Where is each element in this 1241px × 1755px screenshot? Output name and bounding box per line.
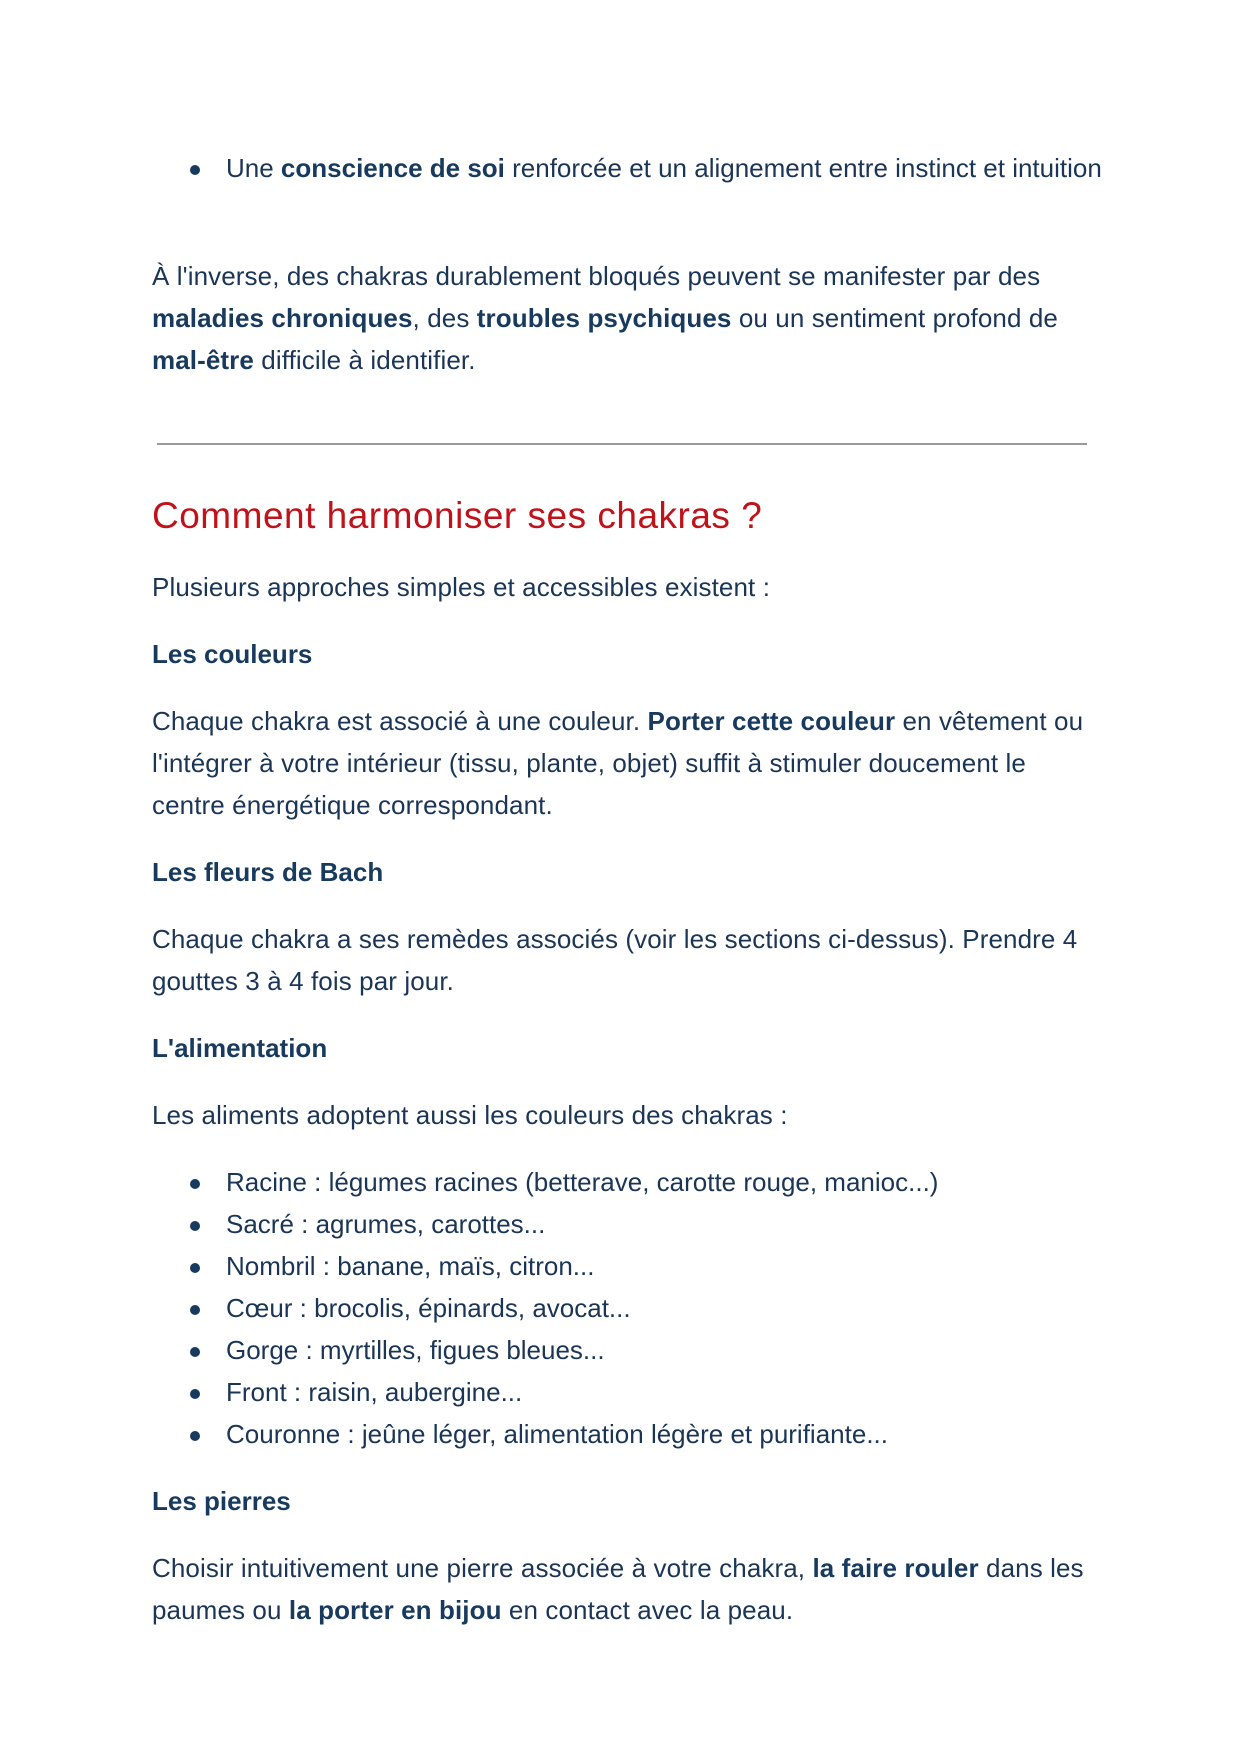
subheading-colors: Les couleurs — [152, 639, 313, 669]
bold-phrase: la porter en bijou — [288, 1595, 502, 1625]
section-intro: Plusieurs approches simples et accessibles existent : — [152, 572, 771, 602]
bold-phrase: conscience de soi — [280, 153, 505, 183]
bold-phrase: mal-être — [152, 345, 254, 375]
bold-phrase: Porter cette couleur — [647, 706, 896, 736]
food-intro: Les aliments adoptent aussi les couleurs des chakras : — [152, 1100, 788, 1130]
inverse-paragraph: À l'inverse, des chakras durablement bloqués peuvent se manifester par des maladies chroniques, des troubles psychiques ou un sentiment profond de mal-être difficile à identifier. — [152, 261, 1058, 375]
food-list — [152, 1161, 1112, 1455]
bold-phrase: maladies chroniques — [152, 303, 413, 333]
list-item: Sacré : agrumes, carottes... — [152, 1203, 1112, 1245]
subheading-stones: Les pierres — [152, 1486, 291, 1516]
horizontal-divider — [157, 443, 1087, 445]
list-item: Une conscience de soi renforcée et un alignement entre instinct et intuition — [152, 147, 1112, 189]
subheading-food: L'alimentation — [152, 1033, 328, 1063]
bold-phrase: la faire rouler — [812, 1553, 979, 1583]
list-item: Cœur : brocolis, épinards, avocat... — [152, 1287, 1112, 1329]
stones-paragraph: Choisir intuitivement une pierre associée à votre chakra, la faire rouler dans les paumes ou la porter en bijou en contact avec la peau. — [152, 1553, 1084, 1625]
intro-bullet-list — [152, 147, 1112, 189]
list-item: Gorge : myrtilles, figues bleues... — [152, 1329, 1112, 1371]
list-item: Nombril : banane, maïs, citron... — [152, 1245, 1112, 1287]
section-title: Comment harmoniser ses chakras ? — [152, 495, 763, 536]
subheading-bach: Les fleurs de Bach — [152, 857, 384, 887]
list-item: Racine : légumes racines (betterave, carotte rouge, manioc...) — [152, 1161, 1112, 1203]
bach-paragraph: Chaque chakra a ses remèdes associés (voir les sections ci-dessus). Prendre 4 gouttes 3 à 4 fois par jour. — [152, 924, 1078, 996]
list-item: Front : raisin, aubergine... — [152, 1371, 1112, 1413]
list-item: Couronne : jeûne léger, alimentation légère et purifiante... — [152, 1413, 1112, 1455]
bold-phrase: troubles psychiques — [476, 303, 732, 333]
colors-paragraph: Chaque chakra est associé à une couleur. Porter cette couleur en vêtement ou l'intégrer à votre intérieur (tissu, plante, objet) suffit à stimuler doucement le centre énergétique correspondant. — [152, 706, 1084, 820]
